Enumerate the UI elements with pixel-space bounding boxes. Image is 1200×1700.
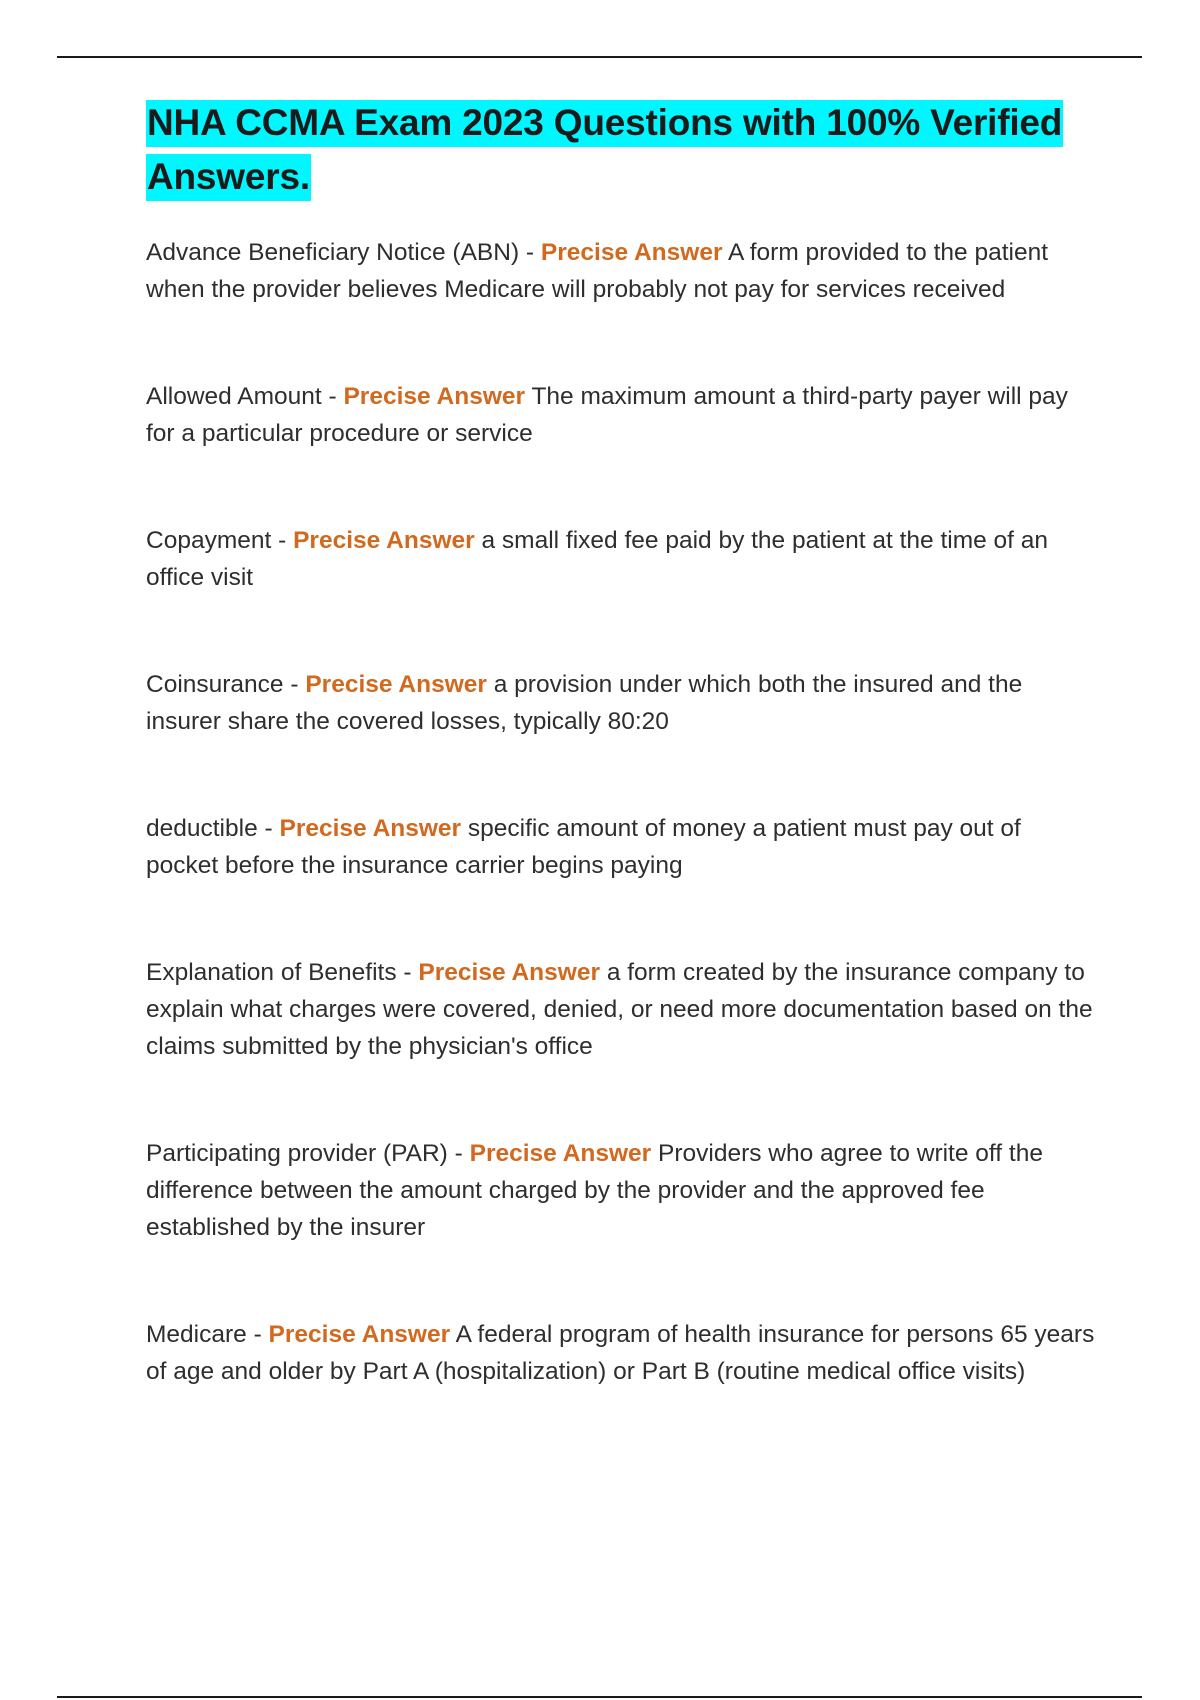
answer-tag: Precise Answer [279, 815, 462, 842]
entry-definition: specific amount of money a patient must pay out of pocket before the insurance carrier begins paying [146, 815, 1021, 879]
answer-tag: Precise Answer [418, 959, 600, 986]
qa-entry [146, 954, 1096, 1065]
document-title [146, 96, 1096, 204]
qa-entry [146, 1316, 1096, 1390]
answer-tag: Precise Answer [268, 1321, 451, 1348]
entry-separator: - [396, 959, 419, 986]
qa-entry [146, 810, 1096, 884]
top-divider [57, 56, 1142, 58]
entry-term: Advance Beneficiary Notice (ABN) [146, 239, 520, 266]
answer-tag: Precise Answer [540, 239, 723, 266]
entry-term: Allowed Amount [146, 383, 322, 410]
title-highlight: NHA CCMA Exam 2023 Questions with 100% Verified Answers. [146, 100, 1063, 201]
qa-entry [146, 378, 1096, 452]
entry-definition: a provision under which both the insured and the insurer share the covered losses, typically 80:20 [146, 671, 1023, 735]
entry-definition: A form provided to the patient when the provider believes Medicare will probably not pay for services received [146, 239, 1049, 303]
answer-tag: Precise Answer [469, 1140, 652, 1167]
entry-term: Medicare [146, 1321, 247, 1348]
entry-definition: Providers who agree to write off the difference between the amount charged by the provider and the approved fee established by the insurer [146, 1140, 1043, 1241]
entry-separator: - [519, 239, 541, 266]
entry-separator: - [246, 1321, 269, 1348]
entry-definition: The maximum amount a third-party payer will pay for a particular procedure or service [146, 383, 1068, 447]
entry-term: deductible [146, 815, 258, 842]
qa-entry [146, 666, 1096, 740]
qa-entry [146, 234, 1096, 308]
entry-term: Explanation of Benefits [146, 959, 397, 986]
entry-separator: - [257, 815, 280, 842]
entry-definition: A federal program of health insurance for persons 65 years of age and older by Part A (hospitalization) or Part B (routine medical office visits) [146, 1321, 1095, 1385]
answer-tag: Precise Answer [293, 527, 475, 554]
entry-term: Coinsurance [146, 671, 284, 698]
qa-entry [146, 1135, 1096, 1246]
entry-separator: - [321, 383, 344, 410]
entry-separator: - [283, 671, 306, 698]
bottom-divider [57, 1696, 1142, 1698]
answer-tag: Precise Answer [305, 671, 487, 698]
qa-entry [146, 522, 1096, 596]
entry-separator: - [271, 527, 294, 554]
document-body [146, 96, 1096, 1390]
answer-tag: Precise Answer [343, 383, 526, 410]
entry-definition: a small fixed fee paid by the patient at the time of an office visit [146, 527, 1049, 591]
entry-definition: a form created by the insurance company to explain what charges were covered, denied, or need more documentation based on the claims submitted by the physician's office [146, 959, 1093, 1060]
entry-separator: - [447, 1140, 470, 1167]
entry-term: Copayment [146, 527, 272, 554]
entry-term: Participating provider (PAR) [146, 1140, 448, 1167]
